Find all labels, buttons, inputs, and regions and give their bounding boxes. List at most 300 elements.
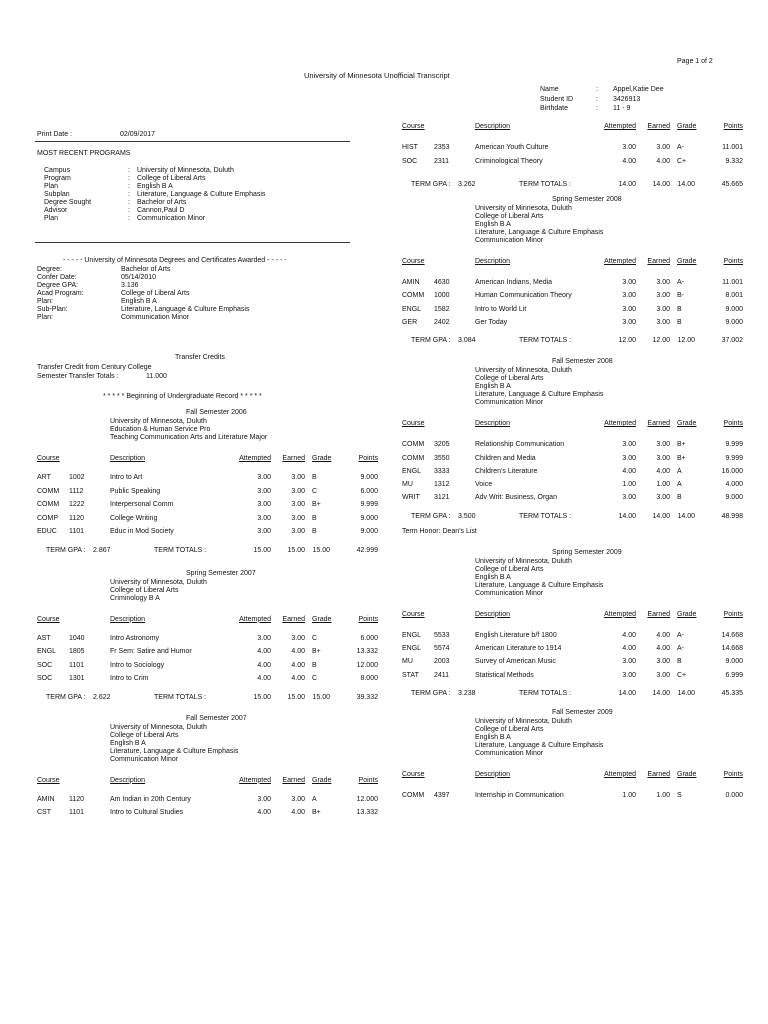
course-grade: B+ (312, 501, 321, 508)
degree-key: Plan: (37, 314, 53, 321)
program-key: Subplan (44, 191, 70, 198)
course-earned: 3.00 (656, 144, 670, 151)
course-points: 9.999 (725, 454, 743, 462)
course-description: Intro Astronomy (110, 634, 160, 642)
term-attempted: 14.00 (618, 181, 636, 188)
course-points: 6.000 (360, 634, 378, 642)
term-info-line: Literature, Language & Culture Emphasis (475, 581, 604, 589)
col-header-earned: Earned (282, 615, 305, 623)
course-subject: CST (37, 809, 51, 816)
course-points: 9.332 (725, 157, 743, 165)
course-description: American Indians, Media (475, 279, 553, 286)
course-earned: 4.00 (291, 809, 305, 816)
program-value: College of Liberal Arts (137, 175, 206, 182)
course-number: 1582 (434, 305, 450, 313)
term-title: Fall Semester 2007 (186, 714, 247, 722)
course-grade: C (312, 634, 318, 642)
separator: : (128, 199, 130, 206)
course-grade: A (677, 467, 682, 475)
term-info-line: Criminology B A (110, 594, 160, 602)
student-birthdate: 11 - 9 (613, 105, 631, 112)
course-attempted: 3.00 (257, 528, 271, 535)
degree-value: Bachelor of Arts (121, 266, 171, 273)
course-number: 1112 (69, 487, 84, 495)
course-description: American Literature to 1914 (475, 645, 562, 652)
term-info-line: University of Minnesota, Duluth (475, 557, 572, 565)
col-header-earned: Earned (282, 776, 305, 784)
course-subject: COMM (402, 441, 425, 449)
course-points: 8.001 (725, 292, 743, 300)
term-points: 45.335 (721, 689, 743, 697)
degree-value: College of Liberal Arts (121, 290, 190, 297)
course-attempted: 3.00 (622, 318, 636, 326)
term-info-line: University of Minnesota, Duluth (110, 723, 207, 731)
course-points: 9.000 (360, 474, 378, 481)
program-value: English B A (137, 183, 173, 190)
course-attempted: 3.00 (257, 474, 271, 481)
course-earned: 4.00 (291, 648, 305, 655)
separator: : (128, 191, 130, 198)
course-points: 11.001 (722, 279, 743, 286)
term-gpa: 3.238 (458, 689, 476, 697)
course-points: 12.000 (356, 661, 378, 669)
course-description: Intro to World Lit (475, 305, 527, 313)
course-number: 1101 (69, 809, 85, 816)
col-header-course: Course (402, 123, 425, 130)
course-number: 1002 (69, 474, 85, 481)
course-subject: SOC (402, 157, 418, 165)
course-grade: B+ (677, 441, 686, 449)
term-info-line: English B A (475, 221, 511, 228)
term-title: Spring Semester 2007 (186, 569, 256, 577)
course-points: 9.000 (725, 494, 743, 502)
col-header-attempted: Attempted (604, 770, 636, 778)
course-earned: 1.00 (656, 791, 670, 799)
course-attempted: 4.00 (622, 645, 636, 652)
term-info-line: University of Minnesota, Duluth (475, 205, 572, 212)
degree-value: Literature, Language & Culture Emphasis (121, 306, 250, 313)
course-description: Children's Literature (475, 467, 538, 475)
term-info-line: Communication Minor (110, 755, 179, 763)
course-attempted: 3.00 (622, 658, 636, 666)
col-header-course: Course (402, 258, 425, 265)
term-gpa: 3.262 (458, 181, 476, 188)
course-number: 3550 (434, 454, 450, 462)
course-points: 9.000 (360, 528, 378, 535)
student-name: Appel,Katie Dee (613, 86, 664, 93)
col-header-description: Description (475, 770, 511, 778)
course-points: 4.000 (725, 481, 743, 489)
course-number: 1040 (69, 634, 85, 642)
course-grade: S (677, 791, 682, 799)
transfer-totals-label: Semester Transfer Totals : (37, 373, 119, 380)
course-earned: 3.00 (656, 292, 670, 300)
course-subject: ENGL (402, 631, 422, 639)
course-grade: A- (677, 144, 684, 151)
course-points: 12.000 (356, 795, 378, 803)
term-gpa-units: 12.00 (677, 337, 695, 345)
term-attempted: 14.00 (618, 689, 636, 697)
degree-value: English B A (121, 298, 157, 305)
term-info-line: College of Liberal Arts (475, 375, 544, 383)
program-value: University of Minnesota, Duluth (137, 167, 234, 174)
course-grade: B (312, 528, 317, 535)
course-grade: B+ (312, 809, 321, 816)
term-info-line: College of Liberal Arts (110, 586, 179, 594)
course-number: 1000 (434, 292, 450, 300)
course-attempted: 4.00 (622, 157, 636, 165)
course-description: Educ in Mod Society (110, 528, 174, 535)
course-grade: B (677, 658, 682, 666)
program-key: Plan (44, 183, 59, 190)
term-title: Fall Semester 2006 (186, 409, 247, 416)
program-key: Degree Sought (44, 199, 92, 206)
course-subject: AST (37, 634, 51, 642)
term-info-line: Communication Minor (475, 749, 544, 757)
degree-key: Sub-Plan: (37, 306, 68, 313)
transfer-line: Transfer Credit from Century College (37, 364, 152, 371)
course-subject: MU (402, 658, 413, 666)
term-points: 48.998 (721, 512, 743, 520)
col-header-description: Description (110, 615, 146, 623)
col-header-description: Description (475, 420, 511, 428)
col-header-earned: Earned (282, 455, 305, 462)
term-info-line: College of Liberal Arts (110, 731, 179, 739)
course-earned: 3.00 (291, 487, 305, 495)
course-points: 9.999 (360, 501, 378, 508)
degree-key: Degree: (37, 266, 62, 273)
degree-value: Communication Minor (121, 314, 190, 321)
course-attempted: 4.00 (257, 648, 271, 655)
course-grade: A- (677, 279, 684, 286)
course-earned: 4.00 (656, 645, 670, 652)
term-honor: Term Honor: Dean's List (402, 527, 477, 535)
term-attempted: 15.00 (253, 546, 271, 554)
course-attempted: 3.00 (622, 144, 636, 151)
course-grade: A (312, 795, 317, 803)
program-key: Program (44, 175, 71, 182)
col-header-points: Points (723, 610, 743, 618)
course-description: Voice (475, 481, 493, 489)
term-info-line: Communication Minor (475, 237, 544, 244)
term-attempted: 15.00 (253, 693, 271, 701)
term-gpa-units: 14.00 (677, 181, 695, 188)
course-subject: HIST (402, 144, 418, 151)
course-subject: GER (402, 318, 418, 326)
term-info-line: English B A (475, 383, 511, 391)
col-header-course: Course (402, 610, 425, 618)
col-header-earned: Earned (647, 770, 670, 778)
course-subject: COMM (402, 292, 425, 300)
course-grade: C+ (677, 157, 687, 165)
course-earned: 4.00 (291, 661, 305, 669)
course-attempted: 3.00 (622, 441, 636, 449)
term-info-line: University of Minnesota, Duluth (110, 418, 207, 425)
separator: : (128, 175, 130, 182)
course-earned: 3.00 (656, 279, 670, 286)
course-subject: COMM (37, 487, 60, 495)
separator: : (128, 215, 130, 222)
course-description: Am Indian in 20th Century (110, 795, 191, 803)
col-header-points: Points (723, 420, 743, 428)
course-number: 1312 (434, 481, 450, 489)
course-points: 14.668 (721, 631, 743, 639)
course-points: 9.000 (725, 305, 743, 313)
course-points: 9.000 (725, 658, 743, 666)
program-key: Campus (44, 167, 71, 174)
course-description: Intro to Cultural Studies (110, 809, 184, 816)
term-gpa: 2.622 (93, 693, 111, 701)
term-info-line: English B A (475, 573, 511, 581)
course-description: Internship in Communication (475, 791, 564, 799)
term-gpa-label: TERM GPA : (46, 546, 86, 554)
term-totals-label: TERM TOTALS : (154, 693, 207, 701)
course-attempted: 4.00 (257, 661, 271, 669)
degree-key: Confer Date: (37, 274, 77, 281)
course-earned: 3.00 (656, 441, 670, 449)
course-attempted: 3.00 (257, 795, 271, 803)
course-number: 1222 (69, 501, 85, 508)
course-grade: B (677, 318, 682, 326)
term-info-line: College of Liberal Arts (475, 725, 544, 733)
term-gpa-label: TERM GPA : (411, 512, 451, 520)
program-value: Literature, Language & Culture Emphasis (137, 191, 266, 198)
course-subject: ENGL (402, 467, 422, 475)
course-earned: 3.00 (656, 494, 670, 502)
course-points: 16.000 (721, 467, 743, 475)
course-number: 5574 (434, 645, 450, 652)
term-earned: 14.00 (652, 512, 670, 520)
course-grade: C+ (677, 671, 687, 679)
col-header-description: Description (475, 258, 511, 265)
course-attempted: 1.00 (622, 791, 636, 799)
program-key: Advisor (44, 207, 68, 214)
term-info-line: Literature, Language & Culture Emphasis (110, 747, 239, 755)
course-description: Survey of American Music (475, 658, 556, 666)
course-attempted: 4.00 (622, 467, 636, 475)
course-attempted: 1.00 (622, 481, 636, 489)
term-attempted: 12.00 (618, 337, 636, 345)
term-gpa: 2.867 (93, 546, 111, 554)
course-number: 3121 (434, 494, 450, 502)
course-subject: WRIT (402, 494, 420, 502)
course-points: 13.332 (356, 809, 378, 816)
term-info-line: College of Liberal Arts (475, 213, 544, 220)
course-number: 2402 (434, 318, 450, 326)
term-earned: 14.00 (652, 181, 670, 188)
course-number: 4630 (434, 279, 450, 286)
program-value: Cannon,Paul D (137, 207, 185, 214)
course-earned: 3.00 (291, 501, 305, 508)
term-totals-label: TERM TOTALS : (519, 512, 572, 520)
course-grade: A- (677, 645, 684, 652)
course-description: Intro to Art (110, 474, 143, 481)
degree-key: Degree GPA: (37, 282, 79, 289)
course-description: Statistical Methods (475, 671, 534, 679)
course-subject: AMIN (402, 279, 420, 286)
course-description: Intro to Crim (110, 675, 149, 682)
course-subject: ART (37, 474, 51, 481)
course-subject: MU (402, 481, 413, 489)
course-earned: 4.00 (656, 157, 670, 165)
col-header-attempted: Attempted (604, 420, 636, 428)
course-attempted: 3.00 (622, 279, 636, 286)
term-gpa-label: TERM GPA : (411, 689, 451, 697)
term-earned: 15.00 (287, 546, 305, 554)
course-earned: 4.00 (291, 675, 305, 682)
col-header-grade: Grade (677, 610, 697, 618)
course-number: 5533 (434, 631, 450, 639)
term-totals-label: TERM TOTALS : (154, 546, 207, 554)
col-header-description: Description (475, 610, 511, 618)
term-gpa-units: 14.00 (677, 512, 695, 520)
course-points: 6.999 (725, 671, 743, 679)
course-description: Intro to Sociology (110, 661, 165, 669)
transfer-title: Transfer Credits (175, 354, 225, 361)
course-grade: B (312, 661, 317, 669)
degree-value: 3.136 (121, 282, 139, 289)
course-subject: COMM (402, 791, 425, 799)
course-attempted: 3.00 (622, 305, 636, 313)
col-header-course: Course (37, 776, 60, 784)
course-subject: COMP (37, 514, 58, 522)
term-title: Spring Semester 2008 (552, 196, 622, 203)
term-title: Fall Semester 2008 (552, 358, 613, 366)
term-earned: 14.00 (652, 689, 670, 697)
term-points: 45.665 (721, 181, 743, 188)
course-description: Relationship Communication (475, 441, 565, 449)
course-grade: B- (677, 292, 684, 300)
course-points: 9.000 (360, 514, 378, 522)
col-header-description: Description (110, 776, 146, 784)
course-description: Public Speaking (110, 487, 161, 495)
term-gpa-units: 15.00 (312, 546, 330, 554)
course-subject: ENGL (402, 305, 422, 313)
course-number: 1101 (69, 661, 85, 669)
course-earned: 3.00 (291, 528, 305, 535)
course-attempted: 3.00 (257, 487, 271, 495)
col-header-grade: Grade (312, 615, 332, 623)
course-points: 11.001 (722, 144, 743, 151)
course-grade: A (677, 481, 682, 489)
course-subject: AMIN (37, 795, 55, 803)
col-header-course: Course (402, 770, 425, 778)
col-header-attempted: Attempted (239, 455, 271, 462)
divider (35, 242, 350, 243)
degree-key: Acad Program: (37, 290, 84, 297)
course-number: 1301 (69, 675, 85, 682)
col-header-course: Course (37, 615, 60, 623)
course-grade: B+ (312, 648, 321, 655)
course-description: Interpersonal Comm (110, 501, 174, 508)
term-info-line: Literature, Language & Culture Emphasis (475, 391, 604, 399)
course-subject: COMM (37, 501, 60, 508)
course-number: 3333 (434, 467, 450, 475)
document-title: University of Minnesota Unofficial Transcript (304, 71, 450, 80)
program-value: Communication Minor (137, 215, 206, 222)
col-header-grade: Grade (677, 770, 697, 778)
course-earned: 3.00 (291, 795, 305, 803)
term-gpa: 3.084 (458, 337, 476, 345)
course-earned: 3.00 (291, 634, 305, 642)
course-points: 9.999 (725, 441, 743, 449)
separator: : (128, 167, 130, 174)
col-header-grade: Grade (677, 258, 697, 265)
col-header-attempted: Attempted (239, 615, 271, 623)
course-number: 2411 (434, 671, 450, 679)
term-info-line: Literature, Language & Culture Emphasis (475, 741, 604, 749)
col-header-grade: Grade (312, 776, 332, 784)
term-info-line: University of Minnesota, Duluth (475, 717, 572, 725)
page-number: Page 1 of 2 (677, 58, 713, 65)
course-number: 4397 (434, 791, 450, 799)
term-info-line: Teaching Communication Arts and Literature Major (110, 434, 268, 441)
course-attempted: 3.00 (257, 634, 271, 642)
course-subject: STAT (402, 671, 419, 679)
term-info-line: Literature, Language & Culture Emphasis (475, 229, 604, 236)
course-number: 2353 (434, 144, 450, 151)
term-earned: 15.00 (287, 693, 305, 701)
term-gpa: 3.500 (458, 512, 476, 520)
course-attempted: 4.00 (622, 631, 636, 639)
col-header-grade: Grade (677, 123, 697, 130)
course-attempted: 3.00 (622, 454, 636, 462)
term-info-line: Communication Minor (475, 399, 544, 407)
course-number: 1101 (69, 528, 85, 535)
course-attempted: 4.00 (257, 809, 271, 816)
degree-key: Plan: (37, 298, 53, 305)
col-header-points: Points (723, 258, 743, 265)
divider (35, 141, 350, 142)
term-totals-label: TERM TOTALS : (519, 689, 572, 697)
course-subject: COMM (402, 454, 425, 462)
course-attempted: 3.00 (622, 494, 636, 502)
course-grade: B+ (677, 454, 686, 462)
course-description: Ger Today (475, 318, 508, 326)
separator: : (128, 183, 130, 190)
course-description: Human Communication Theory (475, 292, 572, 300)
course-number: 2003 (434, 658, 450, 666)
course-grade: C (312, 487, 318, 495)
term-info-line: English B A (475, 733, 511, 741)
col-header-points: Points (358, 455, 378, 462)
separator: : (128, 207, 130, 214)
course-attempted: 3.00 (622, 671, 636, 679)
course-subject: EDUC (37, 528, 57, 535)
course-earned: 4.00 (656, 467, 670, 475)
col-header-attempted: Attempted (604, 610, 636, 618)
course-points: 14.668 (721, 645, 743, 652)
term-title: Fall Semester 2009 (552, 708, 613, 716)
term-info-line: Communication Minor (475, 589, 544, 597)
course-description: English Literature b/f 1800 (475, 631, 557, 639)
term-points: 42.999 (356, 546, 378, 554)
print-date: 02/09/2017 (120, 131, 156, 138)
term-totals-label: TERM TOTALS : (519, 337, 572, 345)
term-points: 39.332 (356, 693, 378, 701)
program-value: Bachelor of Arts (137, 199, 187, 206)
student-id: 3426913 (613, 96, 641, 103)
course-description: Fr Sem: Satire and Humor (110, 648, 192, 655)
course-subject: SOC (37, 661, 53, 669)
course-subject: SOC (37, 675, 53, 682)
course-grade: B (312, 514, 317, 522)
course-attempted: 4.00 (257, 675, 271, 682)
course-attempted: 3.00 (622, 292, 636, 300)
term-totals-label: TERM TOTALS : (519, 181, 572, 188)
course-points: 6.000 (360, 487, 378, 495)
course-earned: 4.00 (656, 631, 670, 639)
